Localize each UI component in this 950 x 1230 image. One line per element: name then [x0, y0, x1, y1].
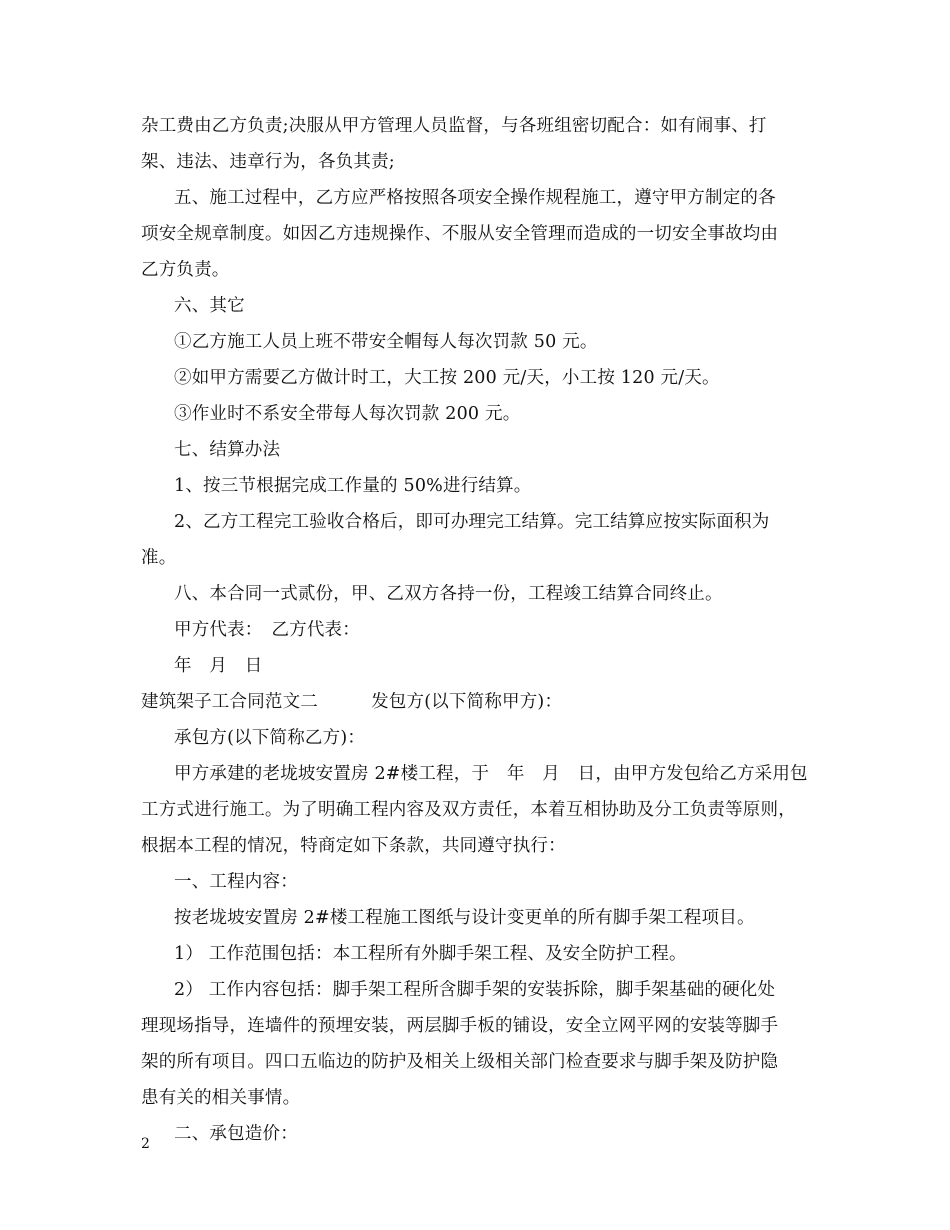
- text-line: 七、结算办法: [174, 440, 281, 460]
- document-body: [141, 114, 811, 1158]
- text-line: 二、承包造价：: [174, 1124, 298, 1144]
- text-line: 建筑架子工合同范文二 发包方(以下简称甲方)：: [141, 692, 563, 712]
- text-line: 患有关的相关事情。: [141, 1088, 301, 1108]
- text-line: 根据本工程的情况，特商定如下条款，共同遵守执行：: [141, 836, 566, 856]
- text-line: 五、施工过程中，乙方应严格按照各项安全操作规程施工，遵守甲方制定的各: [174, 188, 776, 208]
- text-line: 乙方负责。: [141, 260, 230, 280]
- text-line: 理现场指导，连墙件的预埋安装，两层脚手板的铺设，安全立网平网的安装等脚手: [141, 1016, 779, 1036]
- text-line: ①乙方施工人员上班不带安全帽每人每次罚款 50 元。: [174, 332, 598, 352]
- text-line: 工方式进行施工。为了明确工程内容及双方责任，本着互相协助及分工负责等原则，: [141, 800, 796, 820]
- text-line: 杂工费由乙方负责;决服从甲方管理人员监督，与各班组密切配合：如有闹事、打: [141, 116, 767, 136]
- page-number: 2: [141, 1136, 150, 1152]
- text-line: 2） 工作内容包括：脚手架工程所含脚手架的安装拆除，脚手架基础的硬化处: [174, 980, 776, 1000]
- text-line: 一、工程内容：: [174, 872, 298, 892]
- text-line: 架的所有项目。四口五临边的防护及相关上级相关部门检查要求与脚手架及防护隐: [141, 1052, 779, 1072]
- text-line: 2、乙方工程完工验收合格后，即可办理完工结算。完工结算应按实际面积为: [174, 512, 770, 532]
- text-line: ②如甲方需要乙方做计时工，大工按 200 元/天，小工按 120 元/天。: [174, 368, 720, 388]
- text-line: 1、按三节根据完成工作量的 50%进行结算。: [174, 476, 532, 496]
- text-line: 按老垅坡安置房 2#楼工程施工图纸与设计变更单的所有脚手架工程项目。: [174, 908, 755, 928]
- text-line: 承包方(以下简称乙方)：: [174, 728, 366, 748]
- text-line: 六、其它: [174, 296, 245, 316]
- text-line: 架、违法、违章行为，各负其责;: [141, 152, 395, 172]
- text-line: 八、本合同一式贰份，甲、乙双方各持一份，工程竣工结算合同终止。: [174, 584, 723, 604]
- text-line: ③作业时不系安全带每人每次罚款 200 元。: [174, 404, 521, 424]
- text-line: 甲方代表： 乙方代表：: [174, 620, 360, 640]
- text-line: 年 月 日: [174, 656, 263, 676]
- text-line: 项安全规章制度。如因乙方违规操作、不服从安全管理而造成的一切安全事故均由: [141, 224, 779, 244]
- text-line: 1） 工作范围包括：本工程所有外脚手架工程、及安全防护工程。: [174, 944, 687, 964]
- text-line: 甲方承建的老垅坡安置房 2#楼工程，于 年 月 日，由甲方发包给乙方采用包: [174, 764, 808, 784]
- text-line: 准。: [141, 548, 177, 568]
